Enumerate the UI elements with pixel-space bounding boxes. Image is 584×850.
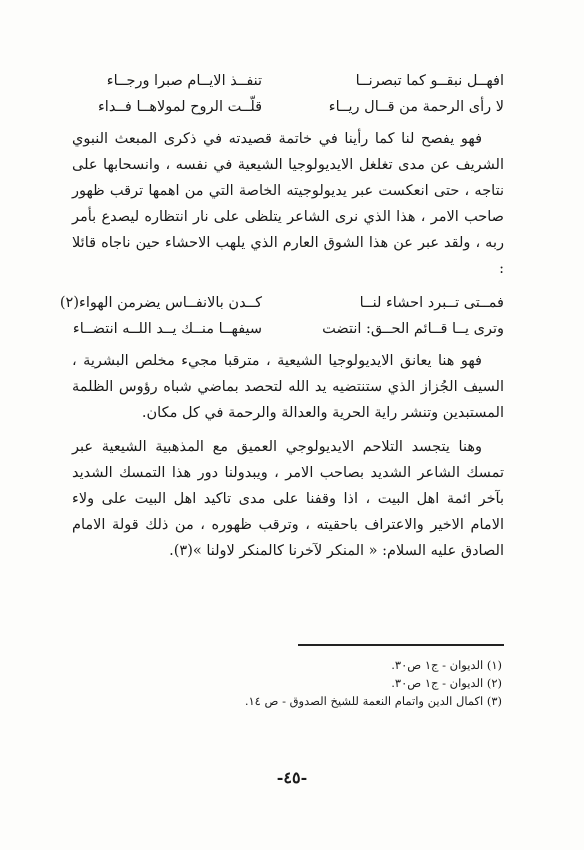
paragraph-1: فهو يفصح لنا كما رأينا في خاتمة قصيدته في ذكرى المبعث النبوي الشريف عن مدى تغلغل الايديولوجيا الشيعية في نفسه ، وانسحابها على نتاجه ، حتى انعكست عبر يديولوجيته الخاصة التي من اهمها ترقب ظهور صاحب الامر ، هذا الذي نرى الشاعر يتلظى على نار انتظاره ليصدع بأمر ربه ، ولقد عبر عن هذا الشوق العارم الذي يلهب الاحشاء حين ناجاه قائلا : [72,131,504,277]
verses-middle [59,290,504,342]
footnote-3: (٣) اكمال الدين واتمام النعمة للشيخ الصدوق - ص ١٤. [244,694,502,708]
footnote-2: (٢) الديوان - ج١ ص٣٠. [391,676,502,690]
verse-second-hemistich: سيفهــا منــك يــد اللــه انتضــاء [72,321,263,337]
verse-second-hemistich: تنفــذ الايــام صبرا ورجــاء [106,73,263,89]
page-number: -٤٥- [276,768,308,787]
verse-first-hemistich: لا رأى الرحمة من قــال ريــاء [328,99,504,115]
main-text [59,68,504,572]
paragraph-3: وهنا يتجسد التلاحم الايديولوجي العميق مع المذهبية الشيعية عبر تمسك الشاعر الشديد بصاحب الامر ، ويبدولنا دور هذا التمسك الشديد بآخر ائمة اهل البيت ، اذا وقفنا على مدى تاكيد اهل البيت على ولاء الامام الاخير والاعتراف باحقيته ، وترقب ظهوره ، من ذلك قولة الامام الصادق عليه السلام: « المنكر لآخرنا كالمنكر لاولنا »(٣). [72,439,504,559]
paragraph-2: فهو هنا يعانق الايديولوجيا الشيعية ، مترقبا مجيء مخلص البشرية ، السيف الجُزاز الذي ستنتضيه يد الله لتحصد بماضي شباه رؤوس الظلمة المستبدين وتنشر راية الحرية والعدالة والرحمة في كل مكان. [72,353,504,421]
verse-line [72,68,504,94]
footnote-divider [298,644,504,646]
verse-first-hemistich: فمــتى تــبرد احشاء لنــا [359,295,504,311]
verse-line [72,94,504,120]
verse-first-hemistich: وترى يــا قــائم الحــق: انتضت [322,321,504,337]
footnotes [72,656,502,710]
footnote-1: (١) الديوان - ج١ ص٣٠. [391,658,502,672]
verse-second-hemistich: قلّــت الروح لمولاهــا فــداء [97,99,263,115]
verse-line [72,316,504,342]
verse-first-hemistich: افهــل نبقــو كما تبصرنــا [355,73,504,89]
verse-second-hemistich: كــدن بالانفــاس يضرمن الهواء(٢) [59,295,263,311]
verse-line [59,290,504,316]
verses-top [72,68,504,120]
